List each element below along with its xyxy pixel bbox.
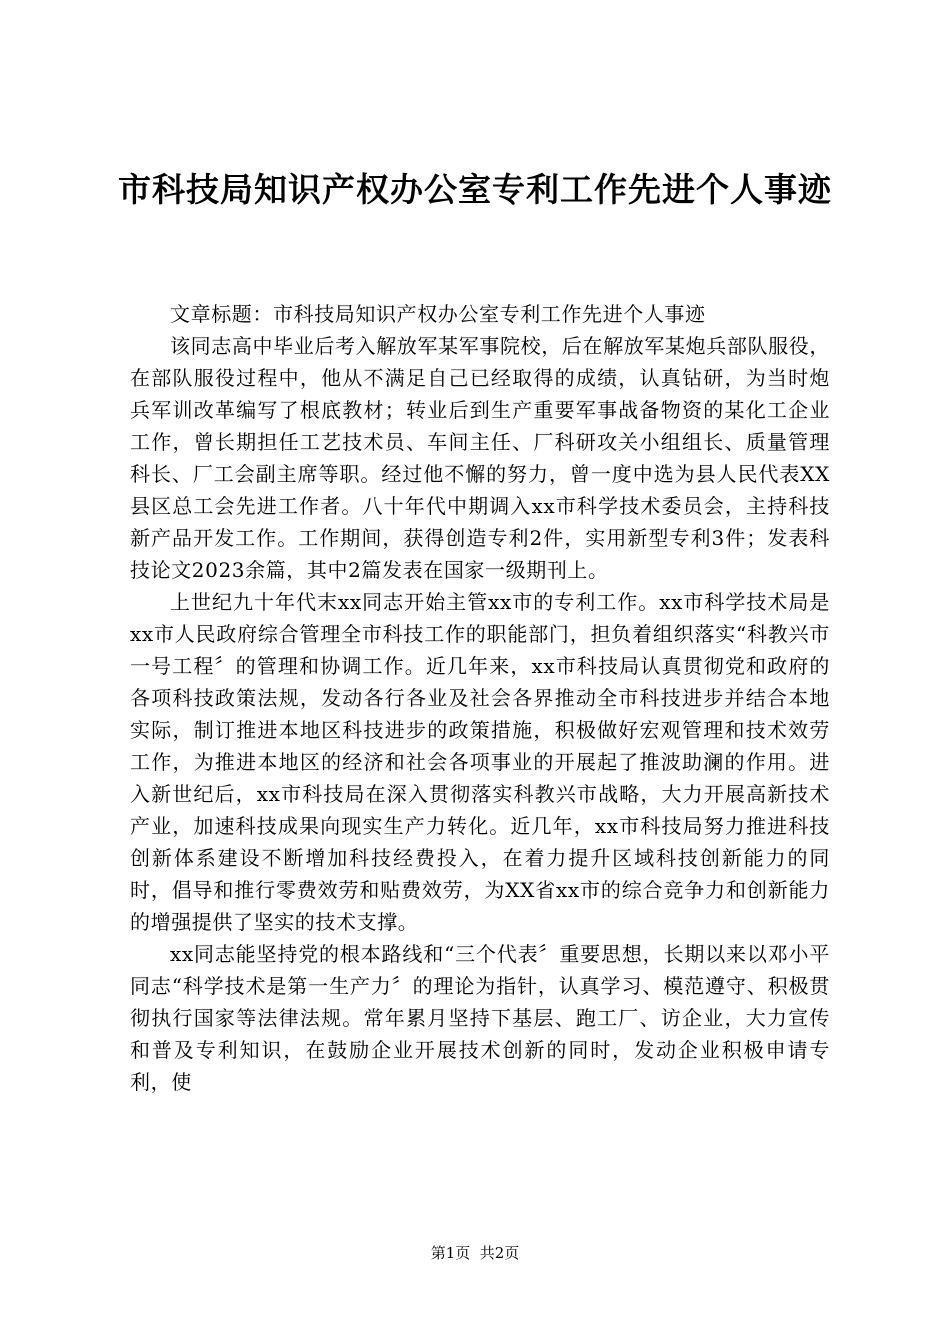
paragraph-principles: xx同志能坚持党的根本路线和“三个代表〞重要思想，长期以来以邓小平同志“科学技术是第一生产力〞的理论为指针，认真学习、模范遵守、积极贯彻执行国家等法律法规。常年累月坚持下基层、跑工厂、访企业，大力宣传和普及专利知识，在鼓励企业开展技术创新的同时，发动企业积极申请专利，使 (130, 942, 830, 1094)
paragraph-background: 该同志高中毕业后考入解放军某军事院校，后在解放军某炮兵部队服役，在部队服役过程中，他从不满足自己已经取得的成绩，认真钻研，为当时炮兵军训改革编写了根底教材；转业后到生产重要军事战备物资的某化工企业工作，曾长期担任工艺技术员、车间主任、厂科研攻关小组组长、质量管理科长、厂工会副主席等职。经过他不懈的努力，曾一度中选为县人民代表XX县区总工会先进工作者。八十年代中期调入xx市科学技术委员会，主持科技新产品开发工作。工作期间，获得创造专利2件，实用新型专利3件；发表科技论文2023余篇，其中2篇发表在国家一级期刊上。 (130, 334, 830, 582)
page-number: 第1页 共2页 (430, 1244, 520, 1262)
page-title: 市科技局知识产权办公室专利工作先进个人事迹 (118, 170, 832, 209)
document-body (130, 298, 830, 1098)
paragraph-bureau-work: 上世纪九十年代末xx同志开始主管xx市的专利工作。xx市科学技术局是xx市人民政府综合管理全市科技工作的职能部门，担负着组织落实“科教兴市一号工程〞的管理和协调工作。近几年来，xx市科技局认真贯彻党和政府的各项科技政策法规，发动各行各业及社会各界推动全市科技进步并结合本地实际，制订推进本地区科技进步的政策措施，积极做好宏观管理和技术效劳工作，为推进本地区的经济和社会各项事业的开展起了推波助澜的作用。进入新世纪后，xx市科技局在深入贯彻落实科教兴市战略，大力开展高新技术产业，加速科技成果向现实生产力转化。近几年，xx市科技局努力推进科技创新体系建设不断增加科技经费投入，在着力提升区域科技创新能力的同时，倡导和推行零费效劳和贴费效劳，为XX省xx市的综合竞争力和创新能力的增强提供了坚实的技术支撑。 (130, 590, 830, 934)
article-title-line: 文章标题：市科技局知识产权办公室专利工作先进个人事迹 (170, 302, 706, 326)
page-footer (0, 1243, 950, 1263)
